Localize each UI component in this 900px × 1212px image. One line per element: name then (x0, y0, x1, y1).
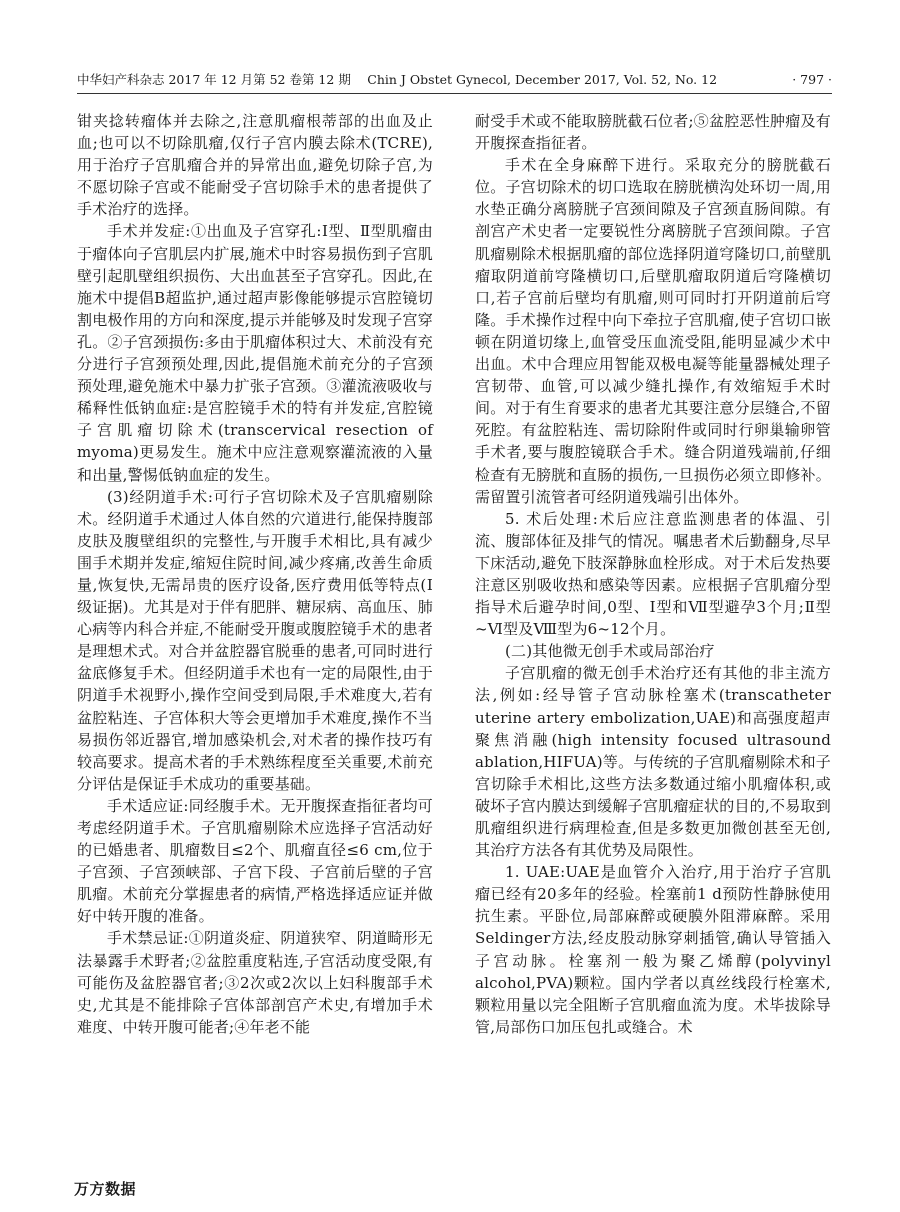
journal-citation: 中华妇产科杂志 2017 年 12 月第 52 卷第 12 期 Chin J Obstet Gynecol, December 2017, Vol. 52, No. 12 (77, 72, 718, 87)
database-watermark: 万方数据 (74, 1180, 137, 1198)
paragraph-procedure: 手术在全身麻醉下进行。采取充分的膀胱截石位。子宫切除术的切口选取在膀胱横沟处环切一周,用水垫正确分离膀胱子宫颈间隙及子宫颈直肠间隙。有剖宫产术史者一定要锐性分离膀胱子宫颈间隙。子宫肌瘤剔除术根据肌瘤的部位选择阴道穹隆切口,前壁肌瘤取阴道前穹隆横切口,后壁肌瘤取阴道后穹隆横切口,若子宫前后壁均有肌瘤,则可同时打开阴道前后穹隆。手术操作过程中向下牵拉子宫肌瘤,使子宫切口嵌顿在阴道切缘上,血管受压血流受阻,能明显减少术中出血。术中合理应用智能双极电凝等能量器械处理子宫韧带、血管,可以减少缝扎操作,有效缩短手术时间。对于有生育要求的患者尤其要注意分层缝合,不留死腔。有盆腔粘连、需切除附件或同时行卵巢输卵管手术者,要与腹腔镜联合手术。缝合阴道残端前,仔细检查有无膀胱和直肠的损伤,一旦损伤必须立即修补。需留置引流管者可经阴道残端引出体外。 (475, 156, 831, 506)
section-heading: (二)其他微无创手术或局部治疗 (505, 642, 715, 661)
paragraph-postoperative: 5. 术后处理:术后应注意监测患者的体温、引流、腹部体征及排气的情况。嘱患者术后勤翻身,尽早下床活动,避免下肢深静脉血栓形成。对于术后发热要注意区别吸收热和感染等因素。应根据子宫肌瘤分型指导术后避孕时间,0型、Ⅰ型和Ⅶ型避孕3个月;Ⅱ型~Ⅵ型及Ⅷ型为6~12个月。 (475, 509, 831, 639)
paragraph-uae: 1. UAE:UAE是血管介入治疗,用于治疗子宫肌瘤已经有20多年的经验。栓塞前1 d预防性静脉使用抗生素。平卧位,局部麻醉或硬膜外阻滞麻醉。采用Seldinger方法,经皮股动脉穿刺插管,确认导管插入子宫动脉。栓塞剂一般为聚乙烯醇(polyvinyl alcohol,PVA)颗粒。国内学者以真丝线段行栓塞术,颗粒用量以完全阻断子宫肌瘤血流为度。术毕拔除导管,局部伤口加压包扎或缝合。术 (475, 863, 831, 1036)
paragraph-contraindications-continued: 耐受手术或不能取膀胱截石位者;⑤盆腔恶性肿瘤及有开腹探查指征者。 (475, 112, 831, 153)
paragraph-complications: 手术并发症:①出血及子宫穿孔:Ⅰ型、Ⅱ型肌瘤由于瘤体向子宫肌层内扩展,施术中时容易损伤到子宫肌壁引起肌壁组织损伤、大出血甚至子宫穿孔。因此,在施术中提倡B超监护,通过超声影像能够提示宫腔镜切割电极作用的方向和深度,提示并能够及时发现子宫穿孔。②子宫颈损伤:多由于肌瘤体积过大、术前没有充分进行子宫颈预处理,因此,提倡施术前充分的子宫颈预处理,避免施术中暴力扩张子宫颈。③灌流液吸收与稀释性低钠血症:是宫腔镜手术的特有并发症,宫腔镜子宫肌瘤切除术(transcervical resection of myoma)更易发生。施术中应注意观察灌流液的入量和出量,警惕低钠血症的发生。 (77, 222, 433, 484)
header-rule (77, 93, 832, 94)
paragraph-minimally-invasive: 子宫肌瘤的微无创手术治疗还有其他的非主流方法,例如:经导管子宫动脉栓塞术(transcatheter uterine artery embolization,UAE)和高强度超声聚焦消融(high intensity focused ultrasound ablation,HIFUA)等。与传统的子宫肌瘤剔除术和子宫切除手术相比,这些方法多数通过缩小肌瘤体积,或破坏子宫内膜达到缓解子宫肌瘤症状的目的,不易取到肌瘤组织进行病理检查,但是多数更加微创甚至无创,其治疗方法各有其优势及局限性。 (475, 664, 831, 860)
right-column (475, 110, 831, 1038)
paragraph-indications: 手术适应证:同经腹手术。无开腹探查指征者均可考虑经阴道手术。子宫肌瘤剔除术应选择子宫活动好的已婚患者、肌瘤数目≤2个、肌瘤直径≤6 cm,位于子宫颈、子宫颈峡部、子宫下段、子宫前后壁的子宫肌瘤。术前充分掌握患者的病情,严格选择适应证并做好中转开腹的准备。 (77, 796, 433, 926)
paragraph-contraindications: 手术禁忌证:①阴道炎症、阴道狭窄、阴道畸形无法暴露手术野者;②盆腔重度粘连,子宫活动度受限,有可能伤及盆腔器官者;③2次或2次以上妇科腹部手术史,尤其是不能排除子宫体部剖宫产术史,有增加手术难度、中转开腹可能者;④年老不能 (77, 929, 433, 1036)
left-column (77, 110, 433, 1038)
paragraph-continuation: 钳夹捻转瘤体并去除之,注意肌瘤根蒂部的出血及止血;也可以不切除肌瘤,仅行子宫内膜去除术(TCRE),用于治疗子宫肌瘤合并的异常出血,避免切除子宫,为不愿切除子宫或不能耐受子宫切除手术的患者提供了手术治疗的选择。 (77, 112, 433, 219)
paragraph-vaginal-surgery: (3)经阴道手术:可行子宫切除术及子宫肌瘤剔除术。经阴道手术通过人体自然的穴道进行,能保持腹部皮肤及腹壁组织的完整性,与开腹手术相比,具有减少围手术期并发症,缩短住院时间,减少疼痛,改善生命质量,恢复快,无需昂贵的医疗设备,医疗费用低等特点(Ⅰ级证据)。尤其是对于伴有肥胖、糖尿病、高血压、肺心病等内科合并症,不能耐受开腹或腹腔镜手术的患者是理想术式。对合并盆腔器官脱垂的患者,可同时进行盆底修复手术。但经阴道手术也有一定的局限性,由于阴道手术视野小,操作空间受到局限,手术难度大,若有盆腔粘连、子宫体积大等会更增加手术难度,操作不当易损伤邻近器官,增加感染机会,对术者的操作技巧有较高要求。提高术者的手术熟练程度至关重要,术前充分评估是保证手术成功的重要基础。 (77, 487, 433, 793)
running-header (77, 70, 832, 90)
page-number: · 797 · (792, 72, 832, 87)
